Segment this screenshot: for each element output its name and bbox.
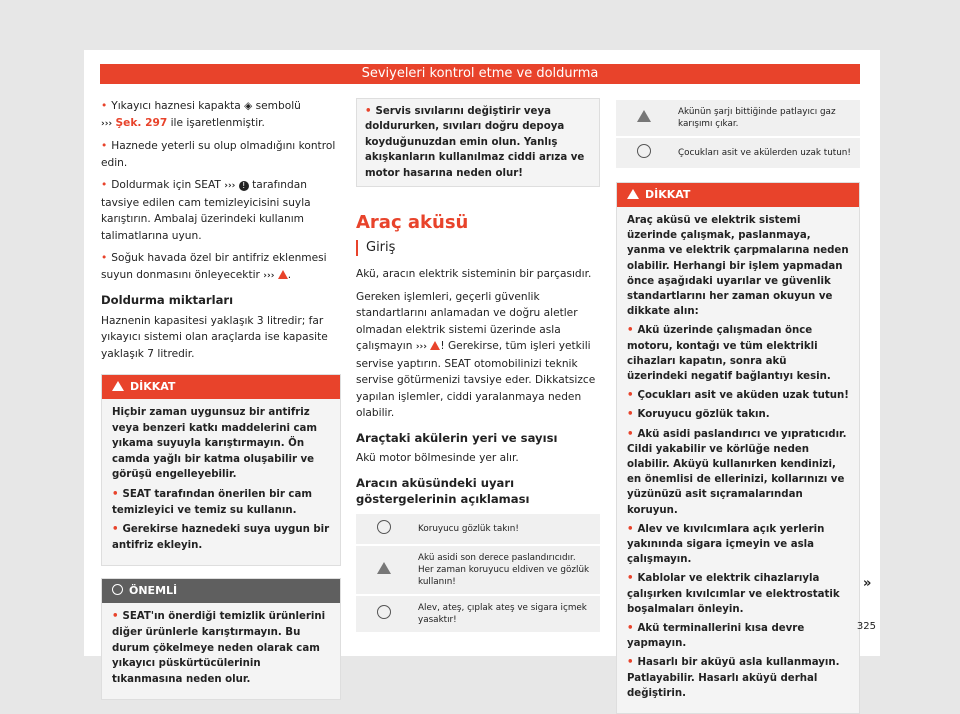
- subsection-title: Giriş: [356, 240, 600, 257]
- table-row: Çocukları asit ve akülerden uzak tutun!: [616, 137, 860, 168]
- no-fire-icon: [377, 605, 391, 619]
- warning-symbol-table: [616, 98, 860, 168]
- warning-box-body: Araç aküsü ve elektrik sistemi üzerinde çalışmak, paslanmaya, yanma ve elektrik çarpmalarına neden olabilir. Herhangi bir işlem yapmadan önce aşağıdaki uyarılar ve güvenlik standartlarını her zaman okuyun ve dikkate alın: • Akü üzerinde çalışmadan önce motoru, kontağı ve tüm elektrikli cihazları kapatın, sonra akü üzerindeki negatif bağlantıyı kesin. • Çocukları asit ve aküden uzak tutun! • Koruyucu gözlük takın. • Akü asidi paslandırıcı ve yıpratıcıdır. Cildi yakabilir ve körlüğe neden olabilir. Aküyü kullanırken kendinizi, en önemlisi de ellerinizi, kollarınızı ve yüzünüzü asit sıçramalarından koruyun. • Alev ve kıvılcımlara açık yerlerin yakınında sigara içmeyin ve asla çalışmayın. • Kablolar ve elektrik cihazlarıyla çalışırken kıvılcımlar ve elektrostatik boşalmaları önleyin. • Akü terminallerini kısa devre yapmayın. • Hasarlı bir aküyü asla kullanmayın. Patlayabilir. Hasarlı aküyü derhal değiştirin.: [617, 207, 859, 713]
- paragraph: Akü motor bölmesinde yer alır.: [356, 452, 519, 465]
- continue-marker: »: [863, 576, 872, 591]
- section-title: Araç aküsü: [356, 212, 469, 234]
- warning-box: [101, 374, 341, 566]
- table-row: Koruyucu gözlük takın!: [356, 513, 600, 545]
- warning-triangle-icon: [112, 381, 124, 391]
- warning-symbol-table: [356, 512, 600, 632]
- paragraph: Haznenin kapasitesi yaklaşık 3 litredir; far yıkayıcı sistemi olan araçlarda ise kapasite yaklaşık 7 litredir.: [101, 314, 328, 360]
- paragraph: • Yıkayıcı haznesi kapakta ◈ sembolü ››› Şek. 297 ile işaretlenmiştir.: [101, 98, 341, 132]
- warning-box-header: DİKKAT: [102, 375, 340, 399]
- paragraph: • Doldurmak için SEAT ››› ! tarafından tavsiye edilen cam temizleyicisini suyla karıştırın. Ambalaj üzerindeki kullanım talimatlarına uyun.: [101, 177, 341, 244]
- goggles-icon: [377, 520, 391, 534]
- washer-icon: ◈: [244, 100, 253, 112]
- subheading: Araçtaki akülerin yeri ve sayısı: [356, 430, 558, 445]
- table-row: Alev, ateş, çıplak ateş ve sigara içmek yasaktır!: [356, 595, 600, 632]
- note-box-body: • SEAT'ın önerdiği temizlik ürünlerini diğer ürünlerle karıştırmayın. Bu durum çökelmeye neden olarak cam yıkayıcı püskürtücülerinin tıkanmasına neden olur.: [102, 603, 340, 699]
- warning-icon: [430, 341, 440, 350]
- column-right: [616, 98, 860, 714]
- explosion-icon: [637, 110, 651, 122]
- section-header: Seviyeleri kontrol etme ve doldurma: [100, 64, 860, 84]
- info-circle-icon: [112, 584, 123, 595]
- warning-triangle-icon: [627, 189, 639, 199]
- caution-box: • Servis sıvılarını değiştirir veya doldururken, sıvıları doğru depoya koyduğunuzdan emin olun. Yanlış akışkanların kullanılmaz ciddi arıza ve motor hasarına neden olur!: [356, 98, 600, 187]
- column-middle: [356, 98, 600, 632]
- table-row: Akünün şarjı bittiğinde patlayıcı gaz karışımı çıkar.: [616, 99, 860, 137]
- warning-box-body: Hiçbir zaman uygunsuz bir antifriz veya benzeri katkı maddelerini cam yıkama suyuyla karıştırmayın. Ön camda yağlı bir katma oluşabilir ve görüşü engelleyebilir. • SEAT tarafından önerilen bir cam temizleyici ve temiz su kullanın. • Gerekirse haznedeki suya uygun bir antifriz ekleyin.: [102, 399, 340, 565]
- info-icon: !: [239, 181, 249, 191]
- paragraph: Gereken işlemleri, geçerli güvenlik standartlarını anlamadan ve doğru aletler olmadan elektrik sistemi üzerinde asla çalışmayın ››› ! Gerekirse, tüm işleri yetkili servise yaptırın. SEAT otomobilinizi teknik servise götürmenizi tavsiye eder. Dikkatsizce yapılan işlemler, ciddi yaralanmaya neden olabilir.: [356, 290, 596, 420]
- subheading: Doldurma miktarları: [101, 293, 234, 307]
- table-row: Akü asidi son derece paslandırıcıdır. Her zaman koruyucu eldiven ve gözlük kullanın!: [356, 545, 600, 595]
- warning-icon: [278, 270, 288, 279]
- warning-box-header: DİKKAT: [617, 183, 859, 207]
- note-box: [101, 578, 341, 700]
- note-box-header: ÖNEMLİ: [102, 579, 340, 603]
- paragraph: • Haznede yeterli su olup olmadığını kontrol edin.: [101, 138, 341, 171]
- subheading: Aracın aküsündeki uyarı göstergelerinin açıklaması: [356, 475, 530, 507]
- page-number: 325: [856, 621, 876, 632]
- paragraph: • Soğuk havada özel bir antifriz eklenmesi suyun donmasını önleyecektir ››› .: [101, 250, 341, 284]
- column-left: [101, 98, 341, 700]
- figure-link[interactable]: Şek. 297: [115, 116, 168, 129]
- acid-icon: [377, 562, 391, 574]
- no-children-icon: [637, 144, 651, 158]
- paragraph: Akü, aracın elektrik sisteminin bir parçasıdır.: [356, 268, 592, 281]
- warning-box: [616, 182, 860, 714]
